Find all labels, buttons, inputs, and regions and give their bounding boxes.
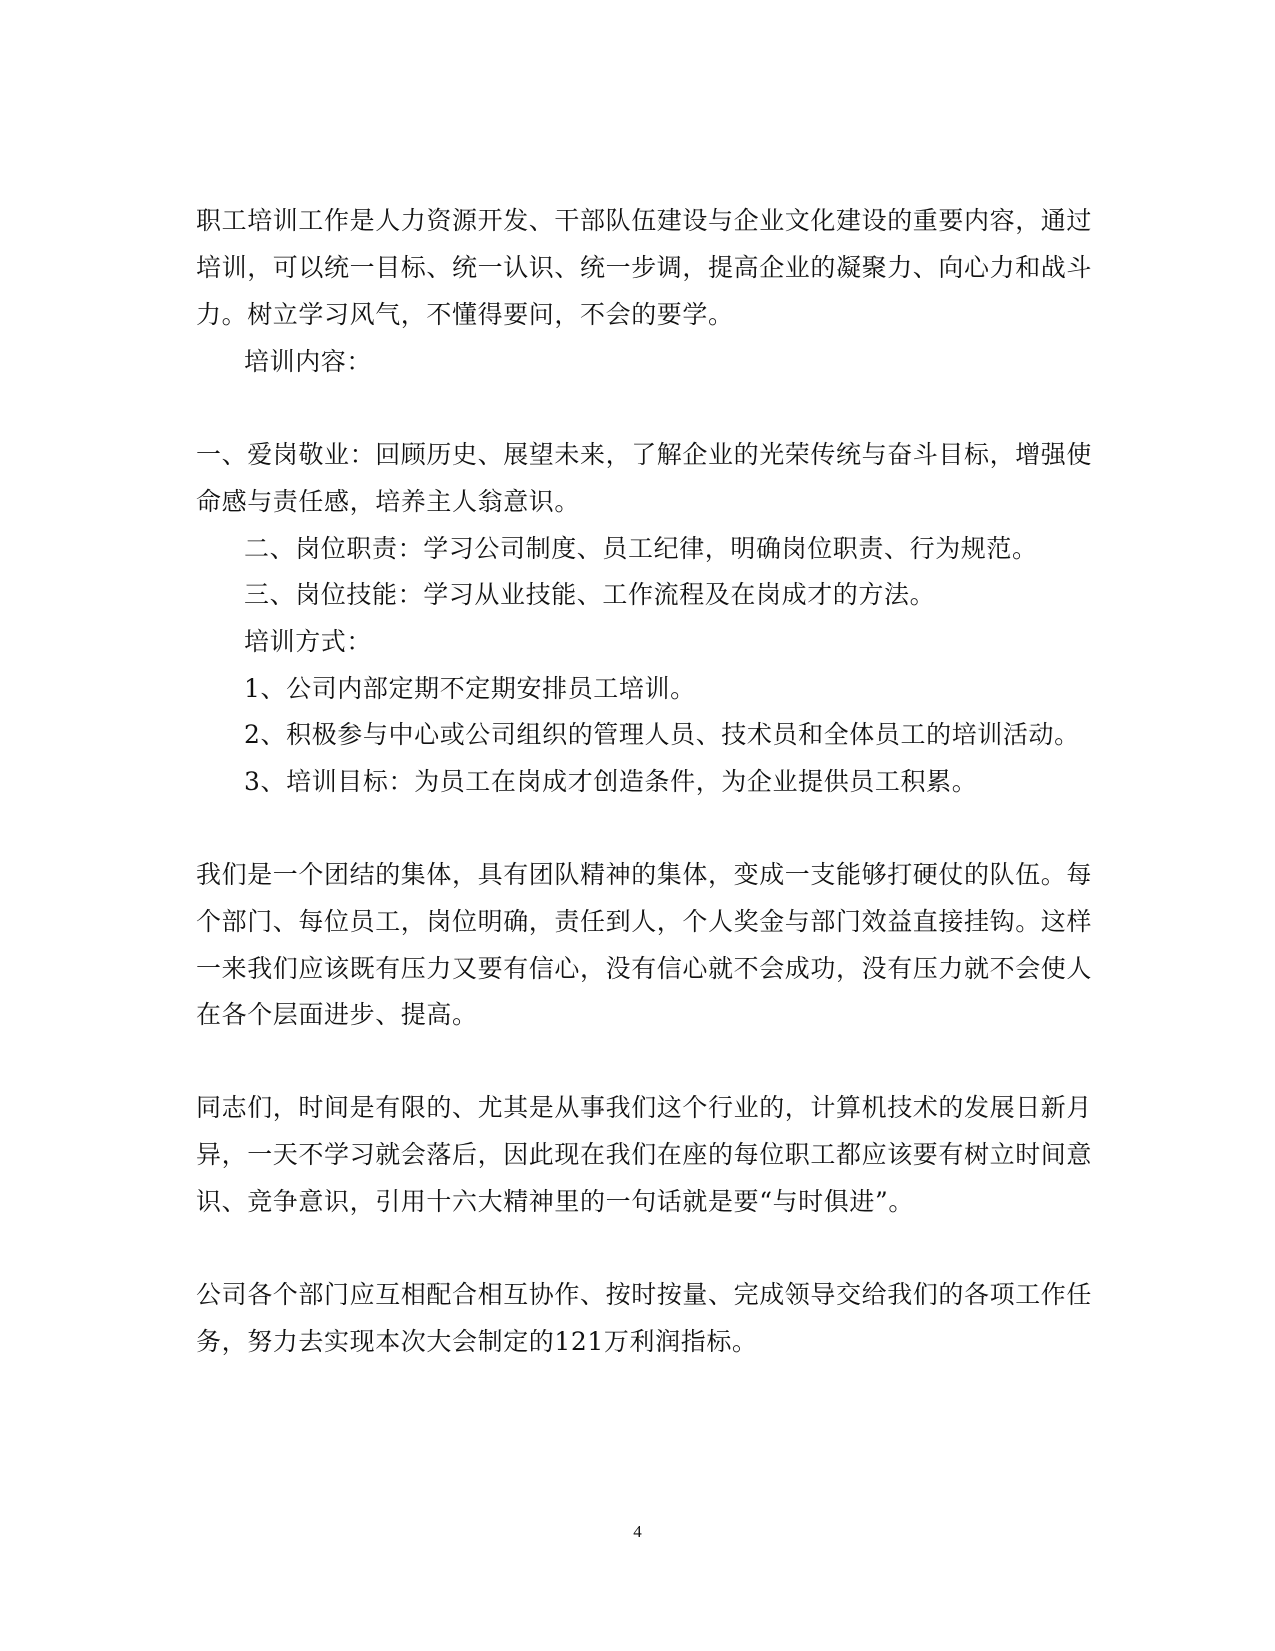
- item-one-line-1: 一、爱岗敬业：回顾历史、展望未来，了解企业的光荣传统与奋斗目标，增强使: [196, 440, 1093, 469]
- team-paragraph-line-2: 个部门、每位员工，岗位明确，责任到人，个人奖金与部门效益直接挂钩。这样: [196, 907, 1093, 936]
- team-paragraph-line-1: 我们是一个团结的集体，具有团队精神的集体，变成一支能够打硬仗的队伍。每: [196, 860, 1093, 889]
- departments-paragraph-line-1: 公司各个部门应互相配合相互协作、按时按量、完成领导交给我们的各项工作任: [196, 1280, 1093, 1309]
- training-content-heading: 培训内容：: [244, 347, 373, 376]
- paragraph-1-line-1: 职工培训工作是人力资源开发、干部队伍建设与企业文化建设的重要内容，通过: [196, 206, 1093, 235]
- training-method-heading: 培训方式：: [244, 627, 373, 656]
- item-one-line-2: 命感与责任感，培养主人翁意识。: [196, 487, 581, 516]
- page-number: 4: [633, 1522, 642, 1541]
- comrades-paragraph-line-3: 识、竞争意识，引用十六大精神里的一句话就是要“与时俱进”。: [196, 1187, 914, 1216]
- departments-paragraph-line-2: 务，努力去实现本次大会制定的121万利润指标。: [196, 1327, 758, 1356]
- method-3: 3、培训目标：为员工在岗成才创造条件，为企业提供员工积累。: [244, 767, 978, 796]
- paragraph-1-line-2: 培训，可以统一目标、统一认识、统一步调，提高企业的凝聚力、向心力和战斗: [196, 253, 1093, 282]
- item-three: 三、岗位技能：学习从业技能、工作流程及在岗成才的方法。: [244, 580, 936, 609]
- method-2: 2、积极参与中心或公司组织的管理人员、技术员和全体员工的培训活动。: [244, 720, 1080, 749]
- comrades-paragraph-line-2: 异，一天不学习就会落后，因此现在我们在座的每位职工都应该要有树立时间意: [196, 1140, 1093, 1169]
- method-1: 1、公司内部定期不定期安排员工培训。: [244, 674, 696, 703]
- team-paragraph-line-4: 在各个层面进步、提高。: [196, 1000, 478, 1029]
- paragraph-1-line-3: 力。树立学习风气，不懂得要问，不会的要学。: [196, 300, 734, 329]
- team-paragraph-line-3: 一来我们应该既有压力又要有信心，没有信心就不会成功，没有压力就不会使人: [196, 954, 1093, 983]
- comrades-paragraph-line-1: 同志们，时间是有限的、尤其是从事我们这个行业的，计算机技术的发展日新月: [196, 1093, 1093, 1122]
- item-two: 二、岗位职责：学习公司制度、员工纪律，明确岗位职责、行为规范。: [244, 534, 1038, 563]
